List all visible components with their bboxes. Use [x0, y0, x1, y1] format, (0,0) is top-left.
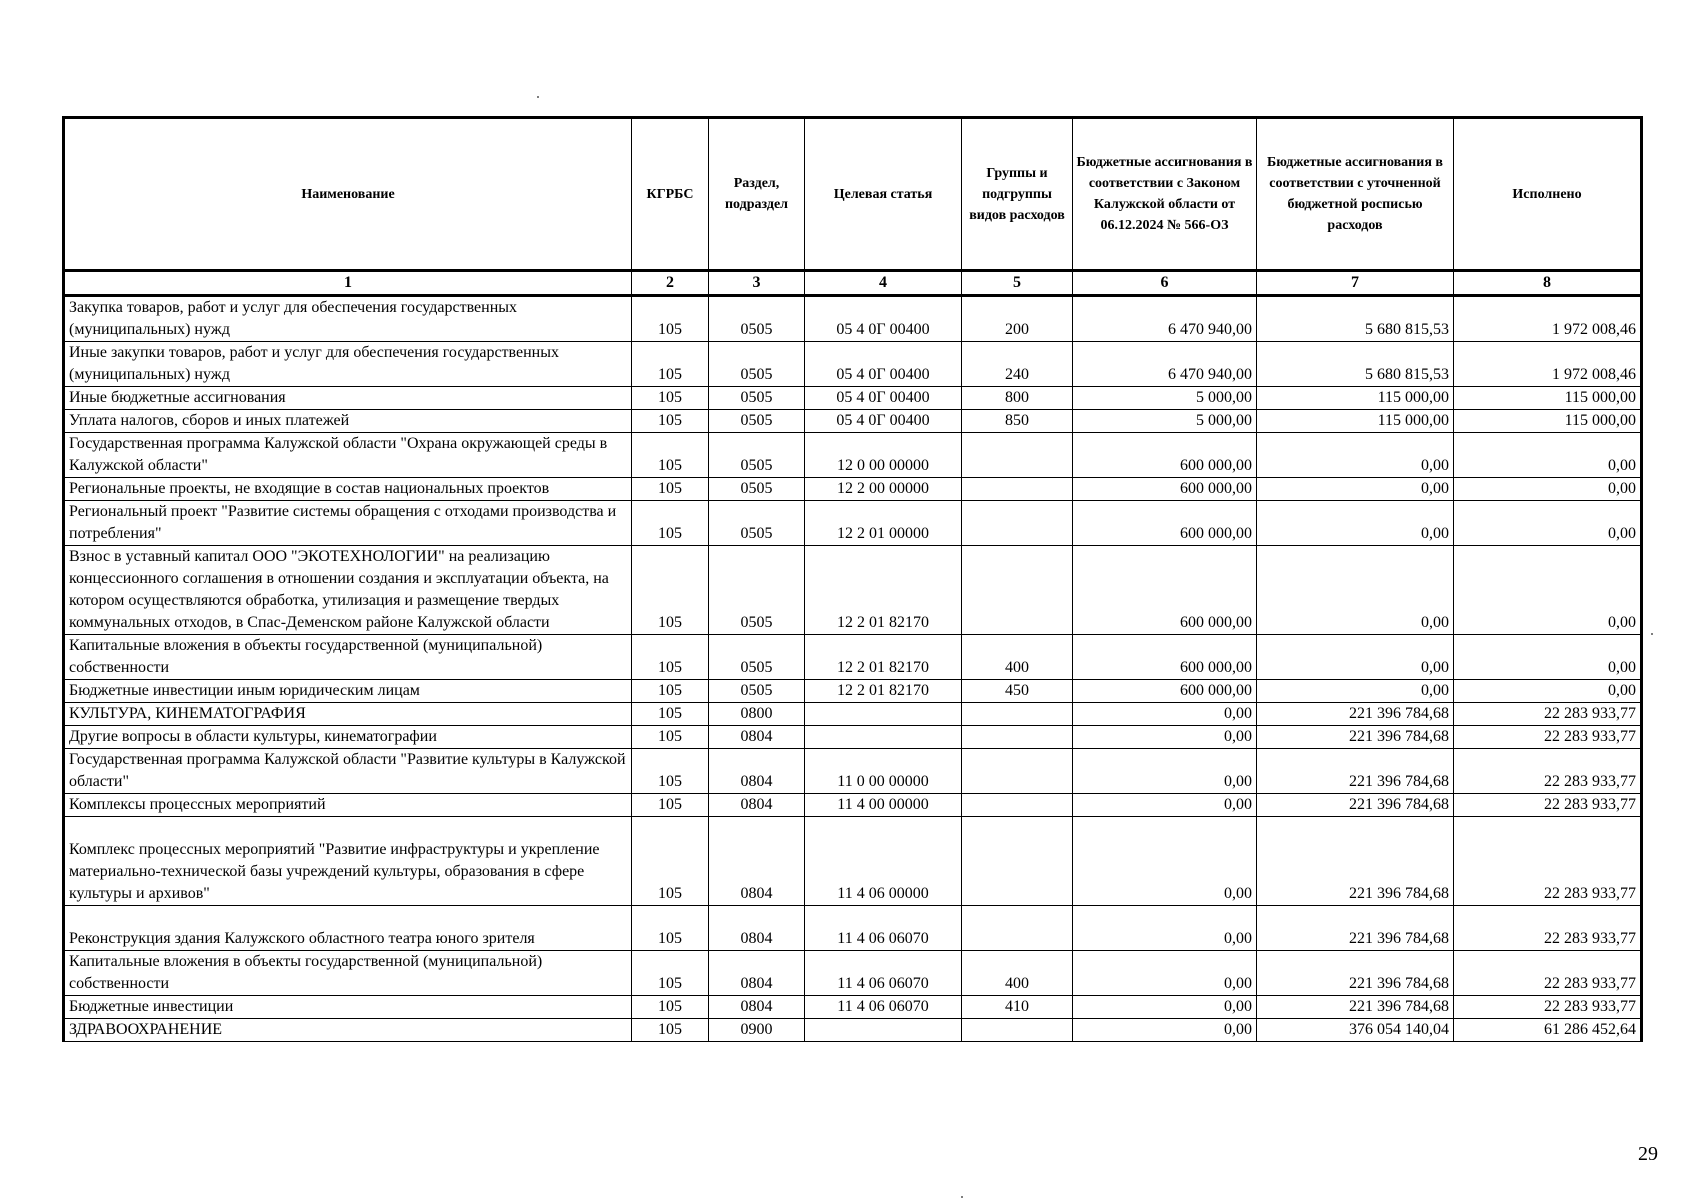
row-expense-group	[962, 749, 1073, 794]
budget-table	[62, 116, 1643, 1042]
row-name: Иные закупки товаров, работ и услуг для обеспечения государственных (муниципальных) нужд	[64, 342, 632, 387]
table-row	[64, 296, 1642, 342]
row-target-article: 11 4 06 06070	[805, 906, 962, 951]
row-plan-amount: 0,00	[1257, 433, 1454, 478]
row-law-amount: 600 000,00	[1073, 635, 1257, 680]
row-kgrbs: 105	[632, 478, 709, 501]
row-expense-group	[962, 478, 1073, 501]
row-executed-amount: 22 283 933,77	[1454, 703, 1642, 726]
row-kgrbs: 105	[632, 794, 709, 817]
row-law-amount: 600 000,00	[1073, 478, 1257, 501]
row-expense-group	[962, 794, 1073, 817]
row-name: Закупка товаров, работ и услуг для обеспечения государственных (муниципальных) нужд	[64, 296, 632, 342]
header-kgrbs: КГРБС	[632, 118, 709, 271]
row-section: 0804	[709, 749, 805, 794]
row-name: Комплекс процессных мероприятий "Развитие инфраструктуры и укрепление материально-технической базы учреждений культуры, образования в сфере культуры и архивов"	[64, 817, 632, 906]
row-expense-group	[962, 433, 1073, 478]
row-target-article: 11 0 00 00000	[805, 749, 962, 794]
row-plan-amount: 5 680 815,53	[1257, 296, 1454, 342]
scan-speck	[537, 96, 539, 98]
row-law-amount: 0,00	[1073, 749, 1257, 794]
row-expense-group: 410	[962, 996, 1073, 1019]
row-law-amount: 0,00	[1073, 817, 1257, 906]
column-number: 4	[805, 271, 962, 296]
table-row	[64, 433, 1642, 478]
row-target-article: 05 4 0Г 00400	[805, 387, 962, 410]
row-plan-amount: 0,00	[1257, 501, 1454, 546]
row-law-amount: 6 470 940,00	[1073, 342, 1257, 387]
row-target-article: 11 4 06 06070	[805, 951, 962, 996]
header-refined-allocations: Бюджетные ассигнования в соответствии с уточненной бюджетной росписью расходов	[1257, 118, 1454, 271]
row-name: Уплата налогов, сборов и иных платежей	[64, 410, 632, 433]
row-law-amount: 0,00	[1073, 906, 1257, 951]
scan-speck	[961, 1196, 963, 1198]
row-expense-group	[962, 726, 1073, 749]
row-section: 0800	[709, 703, 805, 726]
row-expense-group: 450	[962, 680, 1073, 703]
row-executed-amount: 22 283 933,77	[1454, 817, 1642, 906]
row-name: Государственная программа Калужской области "Охрана окружающей среды в Калужской области"	[64, 433, 632, 478]
row-section: 0804	[709, 996, 805, 1019]
row-expense-group: 200	[962, 296, 1073, 342]
row-law-amount: 0,00	[1073, 703, 1257, 726]
table-row	[64, 410, 1642, 433]
row-executed-amount: 0,00	[1454, 433, 1642, 478]
header-name: Наименование	[64, 118, 632, 271]
row-expense-group: 850	[962, 410, 1073, 433]
column-number: 1	[64, 271, 632, 296]
row-target-article: 12 2 01 82170	[805, 635, 962, 680]
row-law-amount: 6 470 940,00	[1073, 296, 1257, 342]
row-executed-amount: 22 283 933,77	[1454, 996, 1642, 1019]
table-row	[64, 749, 1642, 794]
row-expense-group	[962, 906, 1073, 951]
column-number: 6	[1073, 271, 1257, 296]
row-plan-amount: 0,00	[1257, 635, 1454, 680]
row-kgrbs: 105	[632, 546, 709, 635]
row-executed-amount: 1 972 008,46	[1454, 342, 1642, 387]
column-number: 5	[962, 271, 1073, 296]
row-law-amount: 5 000,00	[1073, 387, 1257, 410]
row-target-article: 05 4 0Г 00400	[805, 296, 962, 342]
row-name: Комплексы процессных мероприятий	[64, 794, 632, 817]
row-plan-amount: 0,00	[1257, 680, 1454, 703]
header-law-allocations: Бюджетные ассигнования в соответствии с Законом Калужской области от 06.12.2024 № 566-ОЗ	[1073, 118, 1257, 271]
header-target-article: Целевая статья	[805, 118, 962, 271]
table-row	[64, 906, 1642, 951]
row-target-article: 12 2 00 00000	[805, 478, 962, 501]
table-row	[64, 951, 1642, 996]
row-target-article: 12 0 00 00000	[805, 433, 962, 478]
row-law-amount: 0,00	[1073, 996, 1257, 1019]
row-section: 0505	[709, 433, 805, 478]
row-target-article	[805, 726, 962, 749]
row-target-article: 05 4 0Г 00400	[805, 410, 962, 433]
row-plan-amount: 376 054 140,04	[1257, 1019, 1454, 1042]
row-kgrbs: 105	[632, 996, 709, 1019]
row-name: Другие вопросы в области культуры, кинематографии	[64, 726, 632, 749]
row-law-amount: 0,00	[1073, 726, 1257, 749]
row-name: Региональный проект "Развитие системы обращения с отходами производства и потребления"	[64, 501, 632, 546]
row-target-article: 12 2 01 82170	[805, 680, 962, 703]
row-plan-amount: 221 396 784,68	[1257, 794, 1454, 817]
row-kgrbs: 105	[632, 749, 709, 794]
row-plan-amount: 221 396 784,68	[1257, 996, 1454, 1019]
row-section: 0505	[709, 478, 805, 501]
row-law-amount: 600 000,00	[1073, 546, 1257, 635]
row-plan-amount: 115 000,00	[1257, 410, 1454, 433]
column-number: 7	[1257, 271, 1454, 296]
row-expense-group: 400	[962, 635, 1073, 680]
row-target-article: 11 4 00 00000	[805, 794, 962, 817]
row-plan-amount: 221 396 784,68	[1257, 703, 1454, 726]
header-expense-groups: Группы и подгруппы видов расходов	[962, 118, 1073, 271]
row-name: Иные бюджетные ассигнования	[64, 387, 632, 410]
row-kgrbs: 105	[632, 501, 709, 546]
row-kgrbs: 105	[632, 703, 709, 726]
row-plan-amount: 221 396 784,68	[1257, 906, 1454, 951]
header-executed: Исполнено	[1454, 118, 1642, 271]
row-section: 0505	[709, 410, 805, 433]
row-name: Бюджетные инвестиции иным юридическим лицам	[64, 680, 632, 703]
row-executed-amount: 0,00	[1454, 546, 1642, 635]
row-plan-amount: 221 396 784,68	[1257, 726, 1454, 749]
row-name: Региональные проекты, не входящие в состав национальных проектов	[64, 478, 632, 501]
row-plan-amount: 221 396 784,68	[1257, 749, 1454, 794]
row-expense-group	[962, 817, 1073, 906]
row-section: 0804	[709, 817, 805, 906]
row-name: Реконструкция здания Калужского областного театра юного зрителя	[64, 906, 632, 951]
row-section: 0804	[709, 794, 805, 817]
row-section: 0505	[709, 546, 805, 635]
header-section: Раздел, подраздел	[709, 118, 805, 271]
row-kgrbs: 105	[632, 906, 709, 951]
row-kgrbs: 105	[632, 817, 709, 906]
row-expense-group	[962, 703, 1073, 726]
table-row	[64, 387, 1642, 410]
row-law-amount: 0,00	[1073, 794, 1257, 817]
row-target-article: 12 2 01 82170	[805, 546, 962, 635]
row-law-amount: 0,00	[1073, 951, 1257, 996]
row-section: 0505	[709, 635, 805, 680]
row-kgrbs: 105	[632, 680, 709, 703]
row-section: 0804	[709, 906, 805, 951]
row-executed-amount: 0,00	[1454, 478, 1642, 501]
row-section: 0900	[709, 1019, 805, 1042]
row-target-article	[805, 703, 962, 726]
row-executed-amount: 0,00	[1454, 501, 1642, 546]
row-plan-amount: 5 680 815,53	[1257, 342, 1454, 387]
row-name: Капитальные вложения в объекты государственной (муниципальной) собственности	[64, 951, 632, 996]
row-target-article: 05 4 0Г 00400	[805, 342, 962, 387]
table-row	[64, 546, 1642, 635]
row-plan-amount: 221 396 784,68	[1257, 951, 1454, 996]
column-number-row	[64, 271, 1642, 296]
row-expense-group: 800	[962, 387, 1073, 410]
column-number: 8	[1454, 271, 1642, 296]
row-kgrbs: 105	[632, 635, 709, 680]
row-law-amount: 600 000,00	[1073, 680, 1257, 703]
column-number: 2	[632, 271, 709, 296]
row-name: Капитальные вложения в объекты государственной (муниципальной) собственности	[64, 635, 632, 680]
row-expense-group: 400	[962, 951, 1073, 996]
row-expense-group	[962, 1019, 1073, 1042]
page-number: 29	[1638, 1143, 1658, 1165]
row-plan-amount: 221 396 784,68	[1257, 817, 1454, 906]
row-executed-amount: 0,00	[1454, 635, 1642, 680]
row-section: 0505	[709, 342, 805, 387]
row-expense-group: 240	[962, 342, 1073, 387]
row-executed-amount: 22 283 933,77	[1454, 726, 1642, 749]
row-kgrbs: 105	[632, 387, 709, 410]
row-kgrbs: 105	[632, 410, 709, 433]
row-target-article: 11 4 06 00000	[805, 817, 962, 906]
row-section: 0505	[709, 387, 805, 410]
row-executed-amount: 22 283 933,77	[1454, 749, 1642, 794]
row-executed-amount: 115 000,00	[1454, 387, 1642, 410]
row-section: 0505	[709, 296, 805, 342]
row-law-amount: 600 000,00	[1073, 501, 1257, 546]
row-law-amount: 5 000,00	[1073, 410, 1257, 433]
row-executed-amount: 1 972 008,46	[1454, 296, 1642, 342]
row-executed-amount: 115 000,00	[1454, 410, 1642, 433]
row-target-article: 11 4 06 06070	[805, 996, 962, 1019]
row-plan-amount: 0,00	[1257, 546, 1454, 635]
row-kgrbs: 105	[632, 1019, 709, 1042]
table-row	[64, 478, 1642, 501]
table-row	[64, 726, 1642, 749]
row-plan-amount: 115 000,00	[1257, 387, 1454, 410]
row-law-amount: 0,00	[1073, 1019, 1257, 1042]
row-expense-group	[962, 501, 1073, 546]
row-kgrbs: 105	[632, 296, 709, 342]
row-plan-amount: 0,00	[1257, 478, 1454, 501]
row-executed-amount: 22 283 933,77	[1454, 906, 1642, 951]
table-row	[64, 635, 1642, 680]
row-target-article: 12 2 01 00000	[805, 501, 962, 546]
table-row	[64, 680, 1642, 703]
row-section: 0505	[709, 680, 805, 703]
table-row	[64, 817, 1642, 906]
row-name: ЗДРАВООХРАНЕНИЕ	[64, 1019, 632, 1042]
row-kgrbs: 105	[632, 726, 709, 749]
row-name: Государственная программа Калужской области "Развитие культуры в Калужской области"	[64, 749, 632, 794]
table-body	[64, 296, 1642, 1042]
row-name: Бюджетные инвестиции	[64, 996, 632, 1019]
row-executed-amount: 61 286 452,64	[1454, 1019, 1642, 1042]
table-row	[64, 1019, 1642, 1042]
row-target-article	[805, 1019, 962, 1042]
row-section: 0804	[709, 726, 805, 749]
header-row	[64, 118, 1642, 271]
row-law-amount: 600 000,00	[1073, 433, 1257, 478]
table-row	[64, 342, 1642, 387]
row-expense-group	[962, 546, 1073, 635]
table-header	[64, 118, 1642, 296]
table-row	[64, 703, 1642, 726]
row-section: 0505	[709, 501, 805, 546]
row-executed-amount: 22 283 933,77	[1454, 951, 1642, 996]
row-executed-amount: 22 283 933,77	[1454, 794, 1642, 817]
scan-speck	[1651, 633, 1653, 635]
column-number: 3	[709, 271, 805, 296]
table-row	[64, 996, 1642, 1019]
row-section: 0804	[709, 951, 805, 996]
table-row	[64, 501, 1642, 546]
row-executed-amount: 0,00	[1454, 680, 1642, 703]
table-row	[64, 794, 1642, 817]
row-name: Взнос в уставный капитал ООО "ЭКОТЕХНОЛОГИИ" на реализацию концессионного соглашения в отношении создания и эксплуатации объекта, на котором осуществляются обработка, утилизация и размещение твердых коммунальных отходов, в Спас-Деменском районе Калужской области	[64, 546, 632, 635]
row-name: КУЛЬТУРА, КИНЕМАТОГРАФИЯ	[64, 703, 632, 726]
row-kgrbs: 105	[632, 342, 709, 387]
row-kgrbs: 105	[632, 433, 709, 478]
row-kgrbs: 105	[632, 951, 709, 996]
